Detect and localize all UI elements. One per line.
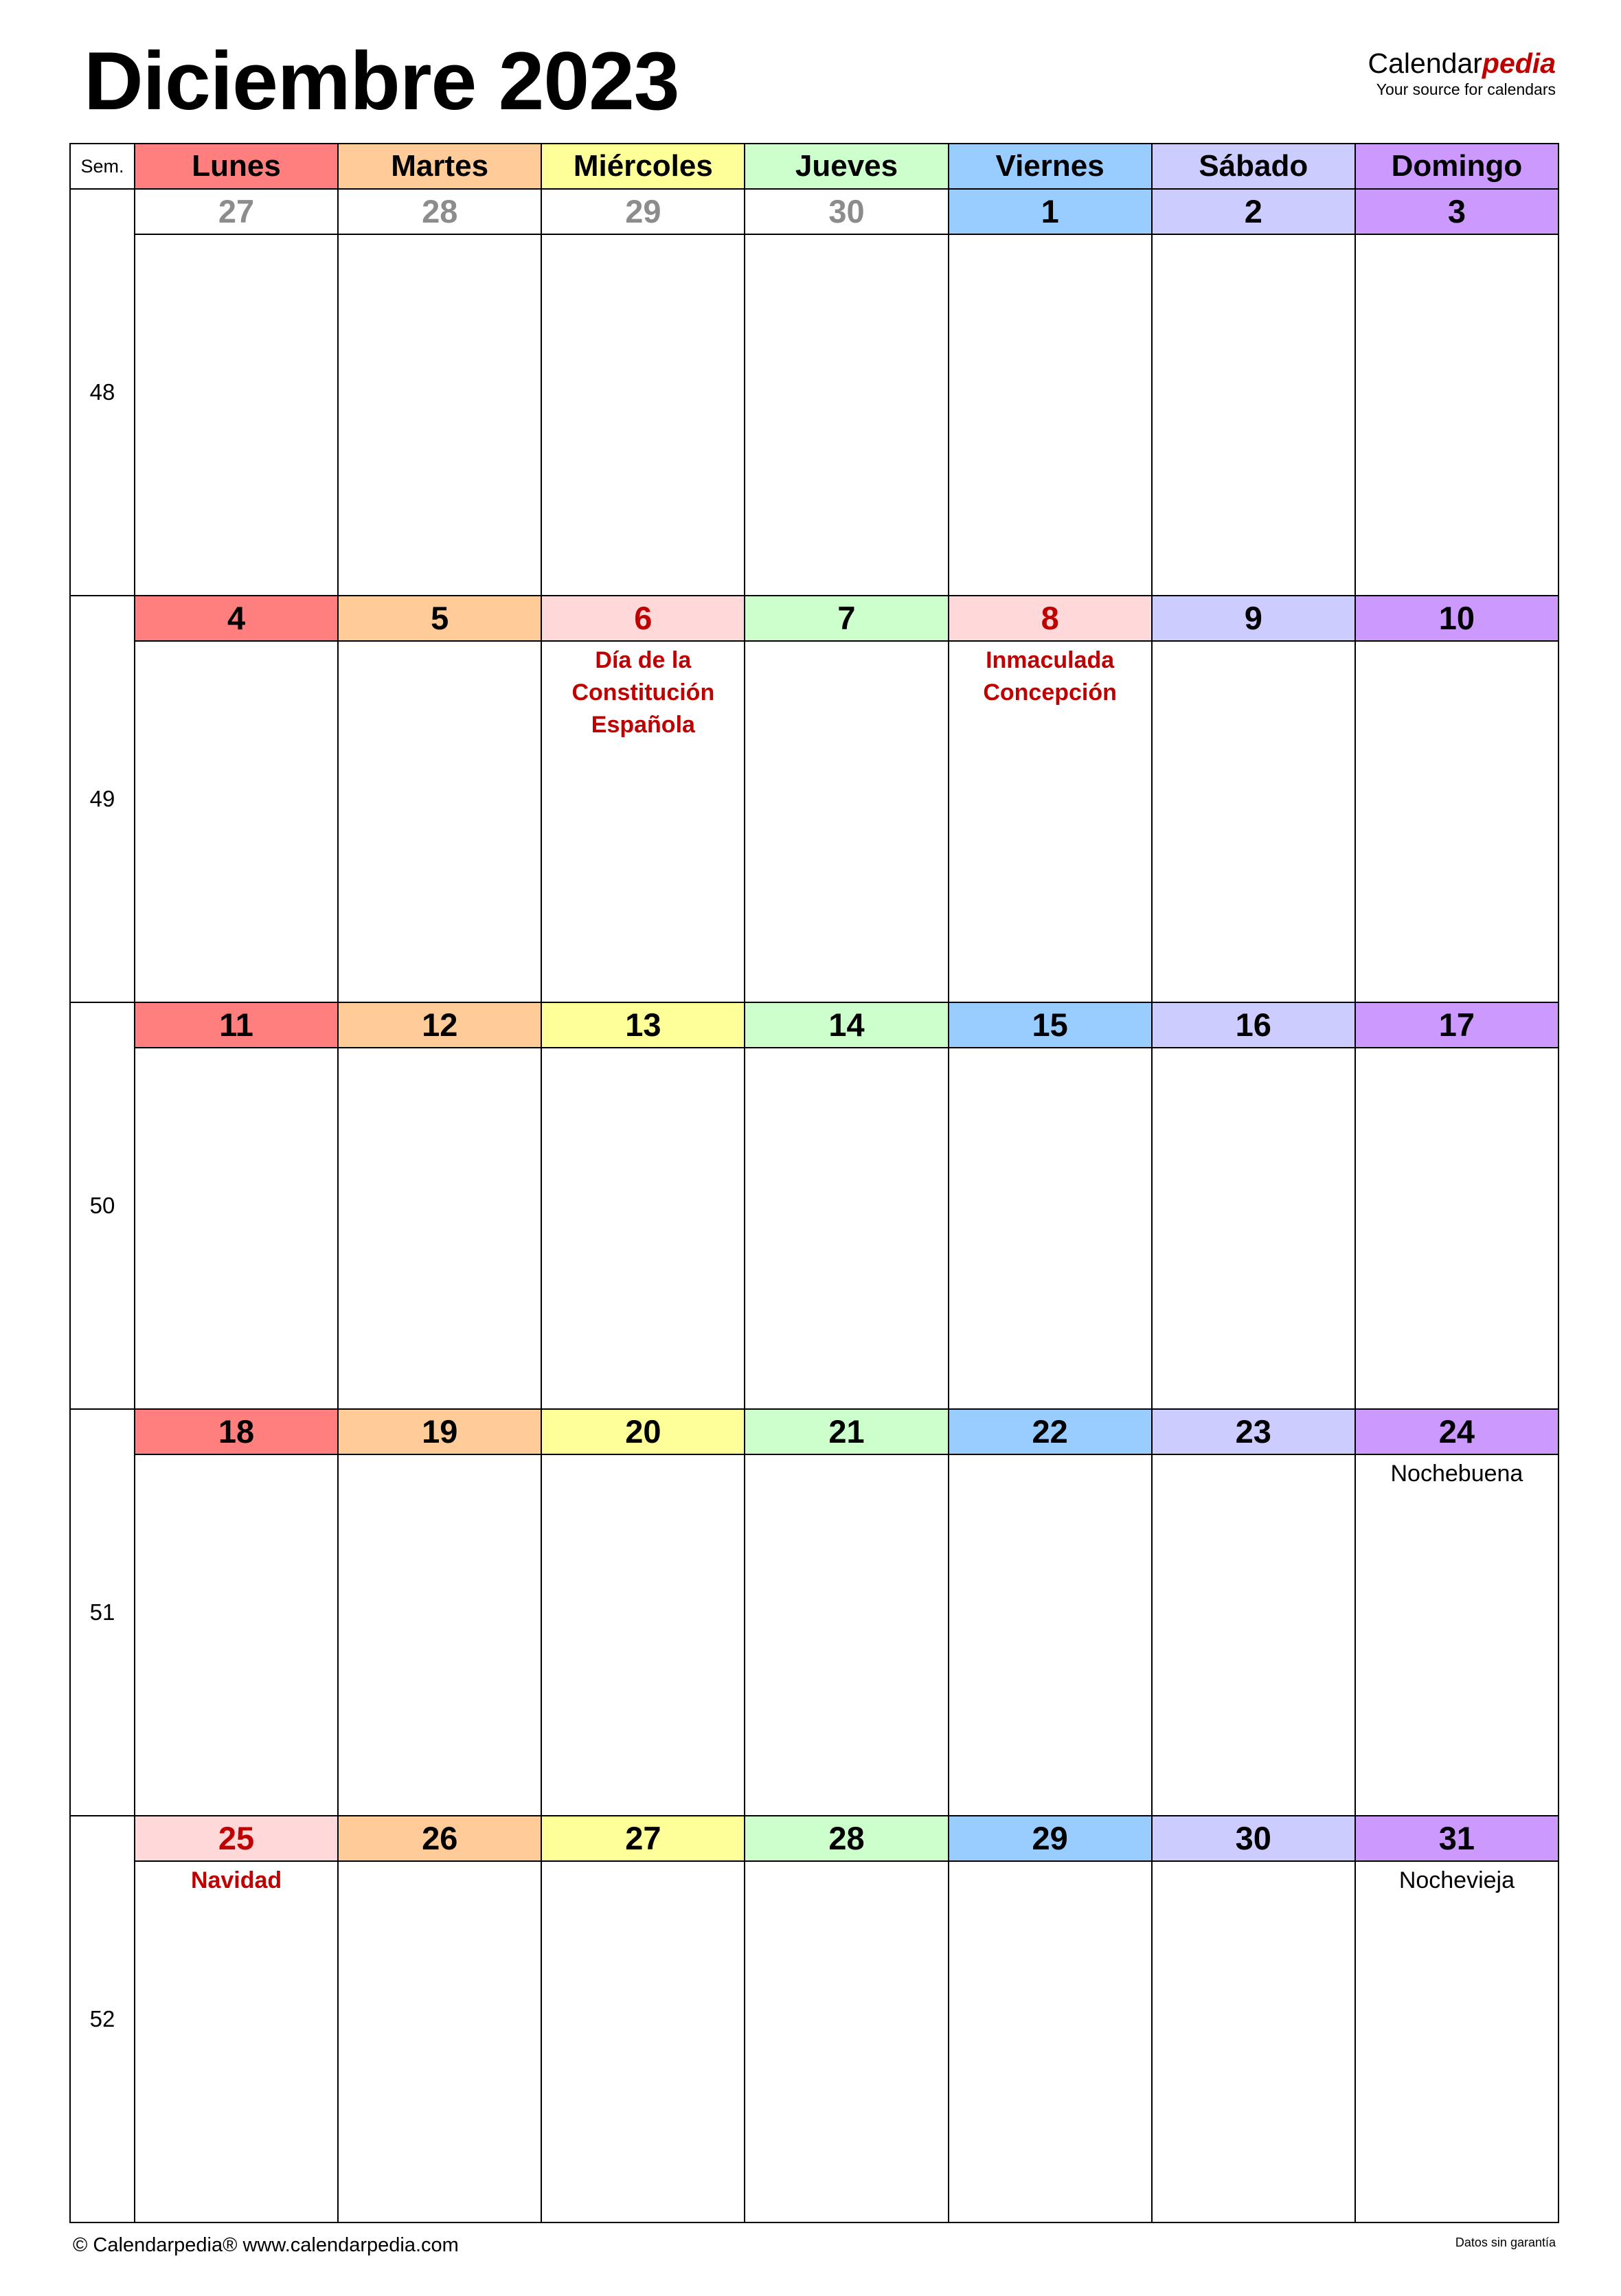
brand-name bbox=[1368, 49, 1556, 78]
day-cell[interactable] bbox=[1355, 189, 1558, 596]
day-number: 28 bbox=[745, 1816, 947, 1862]
day-number: 10 bbox=[1356, 596, 1558, 642]
day-cell[interactable] bbox=[745, 1816, 948, 2222]
weekday-header-row bbox=[70, 144, 1558, 189]
footer-copyright: © Calendarpedia® www.calendarpedia.com bbox=[73, 2234, 459, 2256]
week-row bbox=[70, 1816, 1558, 2222]
week-row bbox=[70, 1409, 1558, 1816]
day-cell[interactable] bbox=[949, 1409, 1152, 1816]
holiday-label: Inmaculada Concepción bbox=[983, 647, 1117, 706]
day-cell[interactable] bbox=[1355, 1409, 1558, 1816]
observance-label: Nochevieja bbox=[1398, 1867, 1515, 1893]
weekday-header: Viernes bbox=[949, 144, 1152, 189]
page-title: Diciembre 2023 bbox=[84, 35, 679, 127]
day-cell[interactable] bbox=[745, 1002, 948, 1409]
day-number: 29 bbox=[542, 190, 744, 235]
day-number: 24 bbox=[1356, 1410, 1558, 1455]
weekday-header: Lunes bbox=[135, 144, 338, 189]
day-number: 22 bbox=[949, 1410, 1151, 1455]
day-number: 6 bbox=[542, 596, 744, 642]
day-cell[interactable] bbox=[135, 189, 338, 596]
week-row bbox=[70, 189, 1558, 596]
day-cell[interactable] bbox=[541, 1409, 745, 1816]
day-cell[interactable] bbox=[745, 189, 948, 596]
day-cell[interactable] bbox=[1152, 1409, 1355, 1816]
brand-tagline: Your source for calendars bbox=[1376, 80, 1556, 98]
weekday-header: Jueves bbox=[745, 144, 948, 189]
day-number: 17 bbox=[1356, 1003, 1558, 1048]
day-number: 2 bbox=[1153, 190, 1354, 235]
calendar-grid bbox=[69, 143, 1559, 2223]
day-number: 3 bbox=[1356, 190, 1558, 235]
day-cell[interactable] bbox=[1355, 1002, 1558, 1409]
week-number: 51 bbox=[70, 1409, 135, 1816]
day-number: 18 bbox=[135, 1410, 337, 1455]
day-cell[interactable] bbox=[1355, 1816, 1558, 2222]
day-cell[interactable] bbox=[135, 1002, 338, 1409]
day-number: 20 bbox=[542, 1410, 744, 1455]
day-cell[interactable] bbox=[338, 1002, 541, 1409]
day-cell[interactable] bbox=[338, 596, 541, 1002]
day-number: 26 bbox=[339, 1816, 541, 1862]
day-number: 4 bbox=[135, 596, 337, 642]
footer-disclaimer: Datos sin garantía bbox=[1455, 2236, 1556, 2249]
day-cell[interactable] bbox=[338, 1409, 541, 1816]
day-number: 31 bbox=[1356, 1816, 1558, 1862]
day-number: 27 bbox=[135, 190, 337, 235]
weekday-header: Domingo bbox=[1355, 144, 1558, 189]
day-number: 30 bbox=[745, 190, 947, 235]
weekday-header: Martes bbox=[338, 144, 541, 189]
day-cell[interactable] bbox=[949, 596, 1152, 1002]
week-number: 49 bbox=[70, 596, 135, 1002]
day-number: 25 bbox=[135, 1816, 337, 1862]
day-number: 28 bbox=[339, 190, 541, 235]
week-number: 52 bbox=[70, 1816, 135, 2222]
day-cell[interactable] bbox=[745, 1409, 948, 1816]
day-cell[interactable] bbox=[541, 1002, 745, 1409]
day-number: 30 bbox=[1153, 1816, 1354, 1862]
day-cell[interactable] bbox=[1355, 596, 1558, 1002]
week-row bbox=[70, 1002, 1558, 1409]
day-number: 1 bbox=[949, 190, 1151, 235]
day-cell[interactable] bbox=[1152, 1002, 1355, 1409]
week-row bbox=[70, 596, 1558, 1002]
day-number: 8 bbox=[949, 596, 1151, 642]
day-cell[interactable] bbox=[338, 189, 541, 596]
day-number: 9 bbox=[1153, 596, 1354, 642]
weekday-header: Miércoles bbox=[541, 144, 745, 189]
day-number: 16 bbox=[1153, 1003, 1354, 1048]
day-number: 15 bbox=[949, 1003, 1151, 1048]
holiday-label: Navidad bbox=[190, 1867, 282, 1893]
week-number: 48 bbox=[70, 189, 135, 596]
day-number: 14 bbox=[745, 1003, 947, 1048]
day-cell[interactable] bbox=[949, 1816, 1152, 2222]
day-cell[interactable] bbox=[541, 189, 745, 596]
day-number: 13 bbox=[542, 1003, 744, 1048]
day-number: 23 bbox=[1153, 1410, 1354, 1455]
day-cell[interactable] bbox=[1152, 189, 1355, 596]
day-number: 7 bbox=[745, 596, 947, 642]
holiday-label: Día de la Constitución Española bbox=[571, 647, 715, 738]
day-cell[interactable] bbox=[135, 1816, 338, 2222]
observance-label: Nochebuena bbox=[1390, 1461, 1523, 1487]
brand-logo[interactable] bbox=[1368, 49, 1556, 98]
day-number: 29 bbox=[949, 1816, 1151, 1862]
day-number: 19 bbox=[339, 1410, 541, 1455]
day-number: 11 bbox=[135, 1003, 337, 1048]
day-cell[interactable] bbox=[745, 596, 948, 1002]
week-number: 50 bbox=[70, 1002, 135, 1409]
day-cell[interactable] bbox=[541, 596, 745, 1002]
day-cell[interactable] bbox=[135, 596, 338, 1002]
brand-name-part1: Calendar bbox=[1368, 47, 1482, 79]
day-number: 5 bbox=[339, 596, 541, 642]
day-number: 27 bbox=[542, 1816, 744, 1862]
day-number: 12 bbox=[339, 1003, 541, 1048]
calendar-body bbox=[70, 189, 1558, 2222]
day-cell[interactable] bbox=[1152, 596, 1355, 1002]
day-cell[interactable] bbox=[541, 1816, 745, 2222]
day-cell[interactable] bbox=[1152, 1816, 1355, 2222]
day-cell[interactable] bbox=[949, 189, 1152, 596]
day-number: 21 bbox=[745, 1410, 947, 1455]
weekday-header: Sábado bbox=[1152, 144, 1355, 189]
day-cell[interactable] bbox=[135, 1409, 338, 1816]
week-number-header: Sem. bbox=[70, 144, 135, 189]
day-cell[interactable] bbox=[338, 1816, 541, 2222]
brand-name-part2: pedia bbox=[1482, 47, 1556, 79]
day-cell[interactable] bbox=[949, 1002, 1152, 1409]
